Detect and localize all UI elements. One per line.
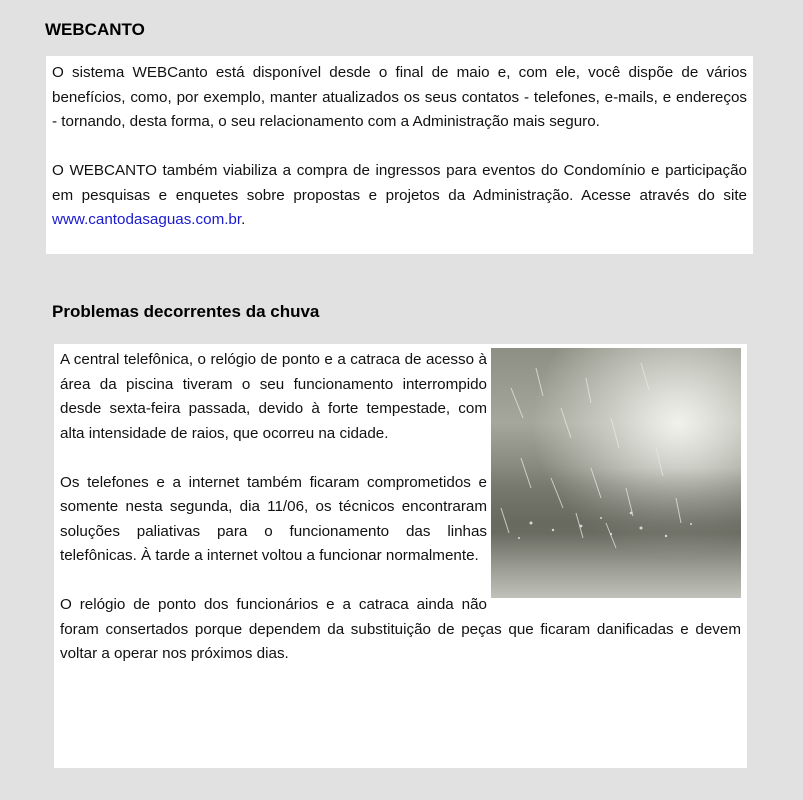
chuva-content-box bbox=[54, 344, 747, 768]
webcanto-paragraph-2 bbox=[52, 159, 747, 233]
paragraph-spacer bbox=[52, 135, 747, 160]
webcanto-paragraph-2-end: . bbox=[241, 211, 246, 228]
chuva-paragraph-1: A central telefônica, o relógio de ponto e a catraca de acesso à área da piscina tiveram o seu funcionamento interrompido desde sexta-feira passada, devido à forte tempestade, com alta intensidade de raios, que ocorreu na cidade. bbox=[60, 351, 487, 442]
rain-photo bbox=[491, 348, 741, 598]
section-title-chuva: Problemas decorrentes da chuva bbox=[52, 302, 320, 321]
chuva-paragraph-2: Os telefones e a internet também ficaram comprometidos e somente nesta segunda, dia 11/06, os técnicos encontraram soluções paliativas para o funcionamento das linhas telefônicas. À tarde a internet voltou a funcionar normalmente. bbox=[60, 473, 487, 564]
chuva-paragraph-3: O relógio de ponto dos funcionários e a catraca ainda não foram consertados porque dependem da substituição de peças que ficaram danificadas e devem voltar a operar nos próximos dias. bbox=[60, 596, 741, 662]
webcanto-paragraph-2-text: O WEBCANTO também viabiliza a compra de ingressos para eventos do Condomínio e participação em pesquisas e enquetes sobre propostas e projetos da Administração. Acesse através do site bbox=[52, 162, 747, 204]
rain-splash-graphic bbox=[491, 348, 741, 598]
section-title-webcanto: WEBCANTO bbox=[45, 20, 145, 39]
webcanto-paragraph-1: O sistema WEBCanto está disponível desde o final de maio e, com ele, você dispõe de vários benefícios, como, por exemplo, manter atualizados os seus contatos - telefones, e-mails, e endereços - tornando, desta forma, o seu relacionamento com a Administração mais seguro. bbox=[52, 64, 747, 130]
webcanto-content-box bbox=[46, 56, 753, 254]
site-link[interactable]: www.cantodasaguas.com.br bbox=[52, 211, 242, 228]
